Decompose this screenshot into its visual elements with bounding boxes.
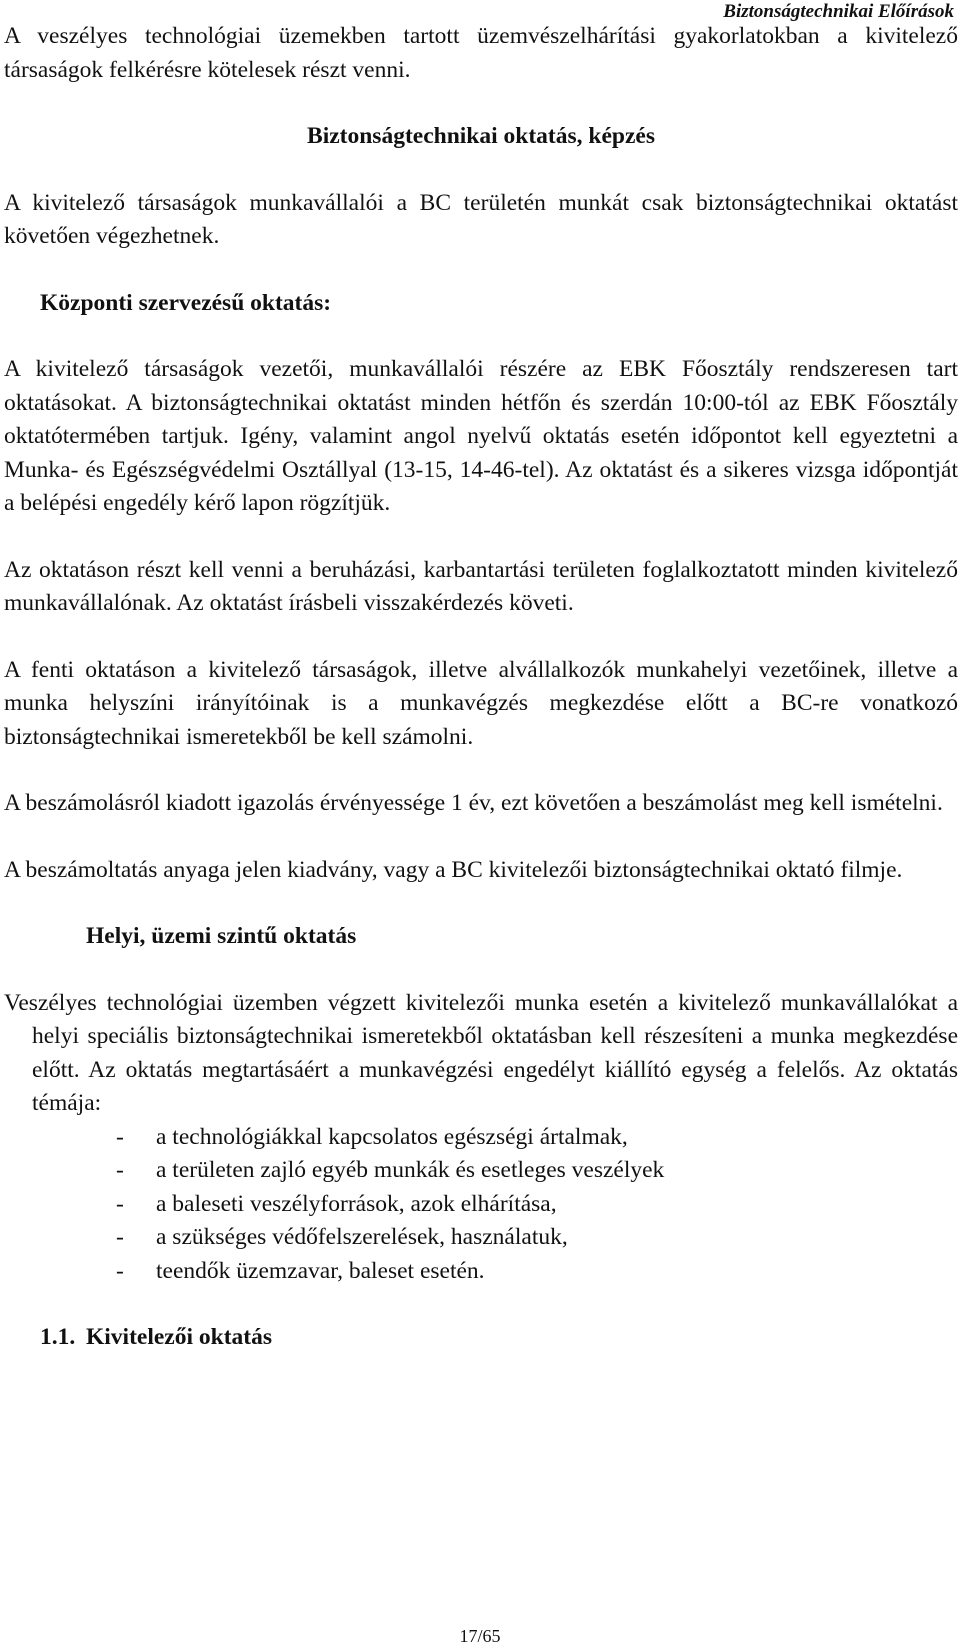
running-header: Biztonságtechnikai Előírások <box>723 1 954 22</box>
list-dash: - <box>116 1224 124 1250</box>
local-training-heading: Helyi, üzemi szintű oktatás <box>86 923 357 949</box>
central-paragraph-2: Az oktatáson részt kell venni a beruházási, karbantartási területen foglalkoztatott minden kivitelező munkavállalónak. Az oktatást írásbeli visszakérdezés követi. <box>4 556 958 616</box>
list-item: - a területen zajló egyéb munkák és esetleges veszélyek <box>116 1154 958 1188</box>
section-paragraph: A kivitelező társaságok munkavállalói a BC területén munkát csak biztonságtechnikai oktatást követően végezhetnek. <box>4 189 958 249</box>
page-content <box>4 20 958 1355</box>
intro-paragraph: A veszélyes technológiai üzemekben tartott üzemvészelhárítási gyakorlatokban a kivitelező társaságok felkérésre kötelesek részt venni. <box>4 23 958 83</box>
section-title: Biztonságtechnikai oktatás, képzés <box>307 123 655 149</box>
subsection-number: 1.1. <box>40 1324 76 1350</box>
list-dash: - <box>116 1123 124 1150</box>
central-paragraph-5: A beszámoltatás anyaga jelen kiadvány, vagy a BC kivitelezői biztonságtechnikai oktató filmje. <box>4 856 903 883</box>
local-training-paragraph: Veszélyes technológiai üzemben végzett kivitelezői munka esetén a kivitelező munkavállalókat a helyi speciális biztonságtechnikai ismeretekből oktatásban kell részesíteni a munka megkezdése előtt. Az oktatás megtartásáért a munkavégzési engedélyt kiállító egység a felelős. Az oktatás témája: <box>4 989 958 1116</box>
list-item: - a szükséges védőfelszerelések, használatuk, <box>116 1221 958 1255</box>
list-dash: - <box>116 1257 124 1284</box>
central-paragraph-3: A fenti oktatáson a kivitelező társaságok, illetve alvállalkozók munkahelyi vezetőinek, illetve a munka helyszíni irányítóinak is a munkavégzés megkezdése előtt a BC-re vonatkozó biztonságtechnikai ismeretekből be kell számolni. <box>4 656 958 750</box>
list-item: - a baleseti veszélyforrások, azok elhárítása, <box>116 1188 958 1222</box>
list-dash: - <box>116 1190 124 1217</box>
central-paragraph-1: A kivitelező társaságok vezetői, munkavállalói részére az EBK Főosztály rendszeresen tart oktatásokat. A biztonságtechnikai oktatást minden hétfőn és szerdán 10:00-tól az EBK Főosztály oktatótermében tartjuk. Igény, valamint angol nyelvű oktatás esetén időpontot kell egyeztetni a Munka- és Egészségvédelmi Osztállyal (13-15, 14-46-tel). Az oktatást és a sikeres vizsga időpontját a belépési engedély kérő lapon rögzítjük. <box>4 356 958 516</box>
central-paragraph-4: A beszámolásról kiadott igazolás érvényessége 1 év, ezt követően a beszámolást meg kell ismételni. <box>4 790 943 816</box>
subsection-title: Kivitelezői oktatás <box>86 1324 273 1350</box>
local-training-block <box>4 987 958 1121</box>
list-item: - a technológiákkal kapcsolatos egészségi ártalmak, <box>116 1121 958 1155</box>
list-dash: - <box>116 1157 124 1183</box>
central-training-heading: Központi szervezésű oktatás: <box>40 289 332 316</box>
training-topics-list <box>4 1121 958 1289</box>
subsection-heading <box>4 1321 958 1355</box>
list-item: - teendők üzemzavar, baleset esetén. <box>116 1255 958 1289</box>
page-number: 17/65 <box>459 1626 501 1646</box>
